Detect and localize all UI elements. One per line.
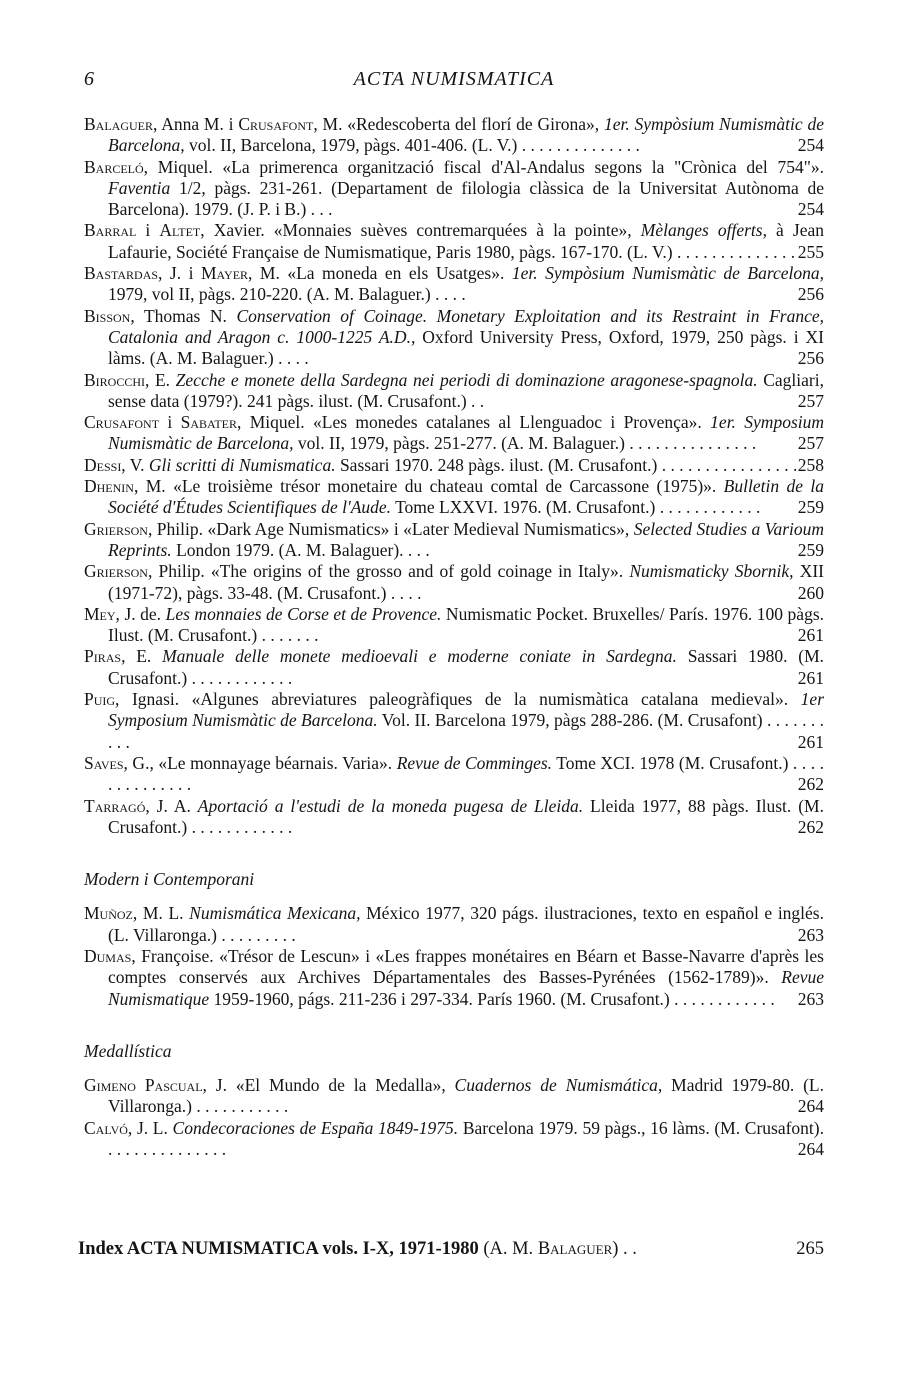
bibliography-list: [84, 114, 824, 1160]
entry-title: Faventia: [108, 177, 171, 198]
bibliography-entry: [84, 561, 824, 604]
entry-text: i: [136, 220, 160, 241]
entry-coauthor: Sabater,: [180, 412, 242, 433]
bibliography-entry: [84, 157, 824, 221]
entry-page: 264: [797, 1139, 824, 1160]
entry-details: Sassari 1980. (M. Crusafont.) . . . . . . . . . . . .: [108, 646, 824, 688]
index-close: ) . .: [612, 1239, 637, 1259]
journal-title: ACTA NUMISMATICA: [353, 68, 555, 90]
entry-details: 1979, vol II, pàgs. 210-220. (A. M. Balaguer.) . . . .: [108, 284, 466, 305]
entry-author: Puig,: [84, 689, 120, 710]
entry-details: London 1979. (A. M. Balaguer). . . .: [171, 539, 430, 560]
entry-author: Dhenin,: [84, 476, 139, 497]
entries-antic-medieval: [84, 114, 824, 838]
entry-title: 1er. Symposium Numismàtic de Barcelona,: [108, 412, 825, 454]
entry-title: 1er. Sympòsium Numismàtic de Barcelona,: [108, 114, 824, 156]
entry-title: Mèlanges offerts,: [640, 220, 767, 241]
entry-text: E.: [149, 369, 176, 390]
entry-author: Crusafont: [84, 412, 160, 433]
entry-details: México 1977, 320 págs. ilustraciones, texto en español e inglés. (L. Villaronga.) . . . . . . . . .: [108, 903, 824, 945]
page-number: 6: [84, 68, 94, 90]
entry-details: Madrid 1979-80. (L. Villaronga.) . . . . . . . . . . .: [108, 1075, 824, 1117]
entries-modern: [84, 903, 824, 1009]
entry-title: Revue Numismatique: [108, 967, 824, 1009]
bibliography-entry: [84, 689, 824, 753]
entry-page: 263: [797, 988, 824, 1009]
entry-text: J. «El Mundo de la Medalla»,: [206, 1075, 455, 1096]
entry-details: Barcelona 1979. 59 pàgs., 16 làms. (M. Crusafont). . . . . . . . . . . . . . .: [108, 1117, 824, 1160]
entry-details: Oxford University Press, Oxford, 1979, 250 pàgs. i XI làms. (A. M. Balaguer.) . . . .: [108, 326, 824, 369]
entry-author: Muñoz,: [84, 903, 138, 924]
entry-text: Miquel. «La primerenca organització fiscal d'Al-Andalus segons la "Crònica del 754"».: [148, 156, 824, 177]
bibliography-entry: [84, 604, 824, 647]
entries-medallistica: [84, 1075, 824, 1160]
entry-text: Anna M. i: [157, 114, 239, 134]
entry-title: Selected Studies a Varioum Reprints.: [108, 518, 825, 560]
entry-author: Bastardas,: [84, 263, 163, 284]
entry-text: G., «Le monnayage béarnais. Varia».: [127, 752, 397, 773]
entry-details: Sassari 1970. 248 pàgs. ilust. (M. Crusafont.) . . . . . . . . . . . . . . . .: [335, 454, 798, 475]
entry-details: à Jean Lafaurie, Société Française de Numismatique, Paris 1980, pàgs. 167-170. (L. V.) . . . . . . . . . . . . . .: [108, 220, 824, 262]
entry-page: 262: [797, 774, 824, 795]
entry-text: J. i: [162, 263, 201, 284]
entry-page: 256: [797, 284, 824, 305]
entry-page: 259: [797, 497, 824, 518]
entry-page: 261: [797, 731, 824, 752]
entry-title: Cuadernos de Numismática,: [454, 1075, 663, 1096]
entry-title: Zecche e monete della Sardegna nei periodi di dominazione aragonese-spagnola.: [175, 369, 758, 390]
entry-details: Cagliari, sense data (1979?). 241 pàgs. ilust. (M. Crusafont.) . .: [108, 369, 824, 411]
entry-title: Numismaticky Sbornik,: [629, 561, 794, 582]
entry-author: Balaguer,: [84, 114, 158, 134]
entry-text: J. L.: [132, 1117, 173, 1138]
entry-author: Tarragó,: [84, 795, 150, 816]
entry-coauthor: Crusafont,: [238, 114, 318, 134]
entry-page: 261: [797, 625, 824, 646]
entry-author: Dumas,: [84, 945, 136, 966]
entry-page: 255: [797, 241, 824, 262]
bibliography-entry: [84, 370, 824, 413]
entry-details: Numismatic Pocket. Bruxelles/ París. 1976. 100 pàgs. Ilust. (M. Crusafont.) . . . . . . .: [108, 603, 825, 646]
entry-title: Conservation of Coinage. Monetary Exploitation and its Restraint in France, Catalonia and Aragon c. 1000-1225 A.D.,: [108, 305, 824, 347]
entry-text: Philip. «Dark Age Numismatics» i «Later Medieval Numismatics»,: [152, 518, 634, 539]
entry-details: Tome LXXVI. 1976. (M. Crusafont.) . . . . . . . . . . . .: [391, 497, 761, 518]
entry-title: Aportació a l'estudi de la moneda pugesa de Lleida.: [197, 795, 584, 816]
entry-page: 264: [797, 1096, 824, 1117]
entry-author: Saves,: [84, 752, 128, 773]
bibliography-entry: [84, 306, 824, 370]
entry-author: Gimeno Pascual,: [84, 1075, 207, 1096]
bibliography-entry: [84, 519, 824, 562]
entry-title: 1er Symposium Numismàtic de Barcelona.: [108, 689, 824, 731]
entry-page: 261: [797, 667, 824, 688]
index-author: Balaguer: [537, 1239, 613, 1259]
entry-text: i: [159, 412, 181, 433]
entry-title: Bulletin de la Société d'Études Scientifiques de l'Aude.: [108, 476, 824, 518]
entry-text: M. «La moneda en els Usatges».: [252, 263, 512, 284]
index-entry: [78, 1237, 824, 1261]
entry-text: Xavier. «Monnaies suèves contremarquées à la pointe»,: [204, 220, 641, 241]
entry-author: Bisson,: [84, 305, 135, 326]
entry-text: E.: [125, 646, 163, 667]
entry-page: 256: [797, 348, 824, 369]
bibliography-entry: [84, 476, 824, 519]
section-heading-medallistica: Medallística: [84, 1040, 172, 1061]
entry-page: 262: [797, 816, 824, 837]
index-title: Index ACTA NUMISMATICA vols. I-X, 1971-1980: [78, 1239, 479, 1259]
entry-author: Grierson,: [84, 561, 153, 582]
bibliography-entry: [84, 263, 824, 306]
entry-text: J. de.: [119, 603, 166, 624]
entry-page: 254: [797, 199, 824, 220]
entry-author: Piras,: [84, 646, 126, 667]
bibliography-entry: [84, 455, 824, 476]
bibliography-entry: [84, 220, 824, 263]
index-paren: (A. M.: [478, 1239, 538, 1259]
entry-text: Miquel. «Les monedes catalanes al Llenguadoc i Provença».: [241, 412, 711, 433]
section-heading-modern: Modern i Contemporani: [84, 869, 255, 890]
entry-author: Birocchi,: [84, 369, 150, 390]
entry-page: 257: [797, 433, 824, 454]
entry-author: Barral: [84, 220, 137, 241]
entry-text: Thomas N.: [134, 305, 237, 326]
entry-text: Françoise. «Trésor de Lescun» i «Les frappes monétaires en Béarn et Basse-Navarre d'après les comptes conservés aux Archives Départamentales des Basses-Pyrénées (1562-1789)».: [108, 945, 824, 988]
entry-title: 1er. Sympòsium Numismàtic de Barcelona,: [511, 263, 824, 284]
entry-title: Condecoraciones de España 1849-1975.: [172, 1117, 459, 1138]
bibliography-entry: [84, 1075, 824, 1118]
entry-author: Barceló,: [84, 156, 149, 177]
entry-details: vol. II, 1979, pàgs. 251-277. (A. M. Balaguer.) . . . . . . . . . . . . . . .: [293, 433, 757, 454]
bibliography-entry: [84, 753, 824, 796]
entry-title: Revue de Comminges.: [396, 752, 553, 773]
entry-coauthor: Altet,: [159, 220, 205, 241]
entry-title: Manuale delle monete medioevali e moderne coniate in Sardegna.: [162, 646, 677, 667]
entry-details: 1959-1960, págs. 211-236 i 297-334. París 1960. (M. Crusafont.) . . . . . . . . . . . .: [209, 988, 775, 1009]
entry-details: Lleida 1977, 88 pàgs. Ilust. (M. Crusafont.) . . . . . . . . . . . .: [108, 795, 824, 837]
bibliography-entry: [84, 114, 824, 157]
entry-title: Les monnaies de Corse et de Provence.: [165, 603, 442, 624]
entry-details: 1/2, pàgs. 231-261. (Departament de filologia clàssica de la Universitat Autònoma de Barcelona). 1979. (J. P. i B.) . . .: [108, 177, 824, 220]
entry-details: XII (1971-72), pàgs. 33-48. (M. Crusafont.) . . . .: [108, 561, 824, 603]
entry-author: Calvó,: [84, 1117, 133, 1138]
running-header: [84, 64, 824, 94]
entry-text: J. A.: [149, 795, 198, 816]
entry-page: 254: [797, 135, 824, 156]
entry-coauthor: Mayer,: [200, 263, 253, 284]
entry-details: vol. II, Barcelona, 1979, pàgs. 401-406. (L. V.) . . . . . . . . . . . . . .: [184, 135, 640, 156]
entry-page: 259: [797, 539, 824, 560]
entry-title: Gli scritti di Numismatica.: [148, 454, 336, 475]
bibliography-entry: [84, 946, 824, 1010]
entry-page: 257: [797, 390, 824, 411]
entry-text: M. «Le troisième trésor monetaire du chateau comtal de Carcassone (1975)».: [138, 476, 724, 497]
entry-author: Grierson,: [84, 518, 153, 539]
bibliography-entry: [84, 646, 824, 689]
entry-details: Vol. II. Barcelona 1979, pàgs 288-286. (M. Crusafont) . . . . . . . . . .: [108, 710, 824, 752]
bibliography-entry: [84, 796, 824, 839]
entry-text: V.: [125, 454, 149, 475]
entry-page: 258: [797, 454, 824, 475]
entry-title: Numismática Mexicana,: [189, 903, 361, 924]
entry-author: Dessi,: [84, 454, 126, 475]
entry-text: Philip. «The origins of the grosso and of gold coinage in Italy».: [152, 561, 630, 582]
entry-text: M. L.: [137, 903, 190, 924]
bibliography-entry: [84, 903, 824, 946]
bibliography-entry: [84, 412, 824, 455]
entry-text: M. «Redescoberta del florí de Girona»,: [317, 114, 604, 134]
entry-page: 263: [797, 924, 824, 945]
entry-page: 260: [797, 582, 824, 603]
entry-author: Mey,: [84, 603, 120, 624]
entry-text: Ignasi. «Algunes abreviatures paleogràfiques de la numismàtica catalana medieval».: [119, 689, 801, 710]
index-page: 265: [796, 1239, 824, 1259]
bibliography-entry: [84, 1118, 824, 1161]
entry-details: Tome XCI. 1978 (M. Crusafont.) . . . . . . . . . . . . . .: [108, 752, 824, 795]
